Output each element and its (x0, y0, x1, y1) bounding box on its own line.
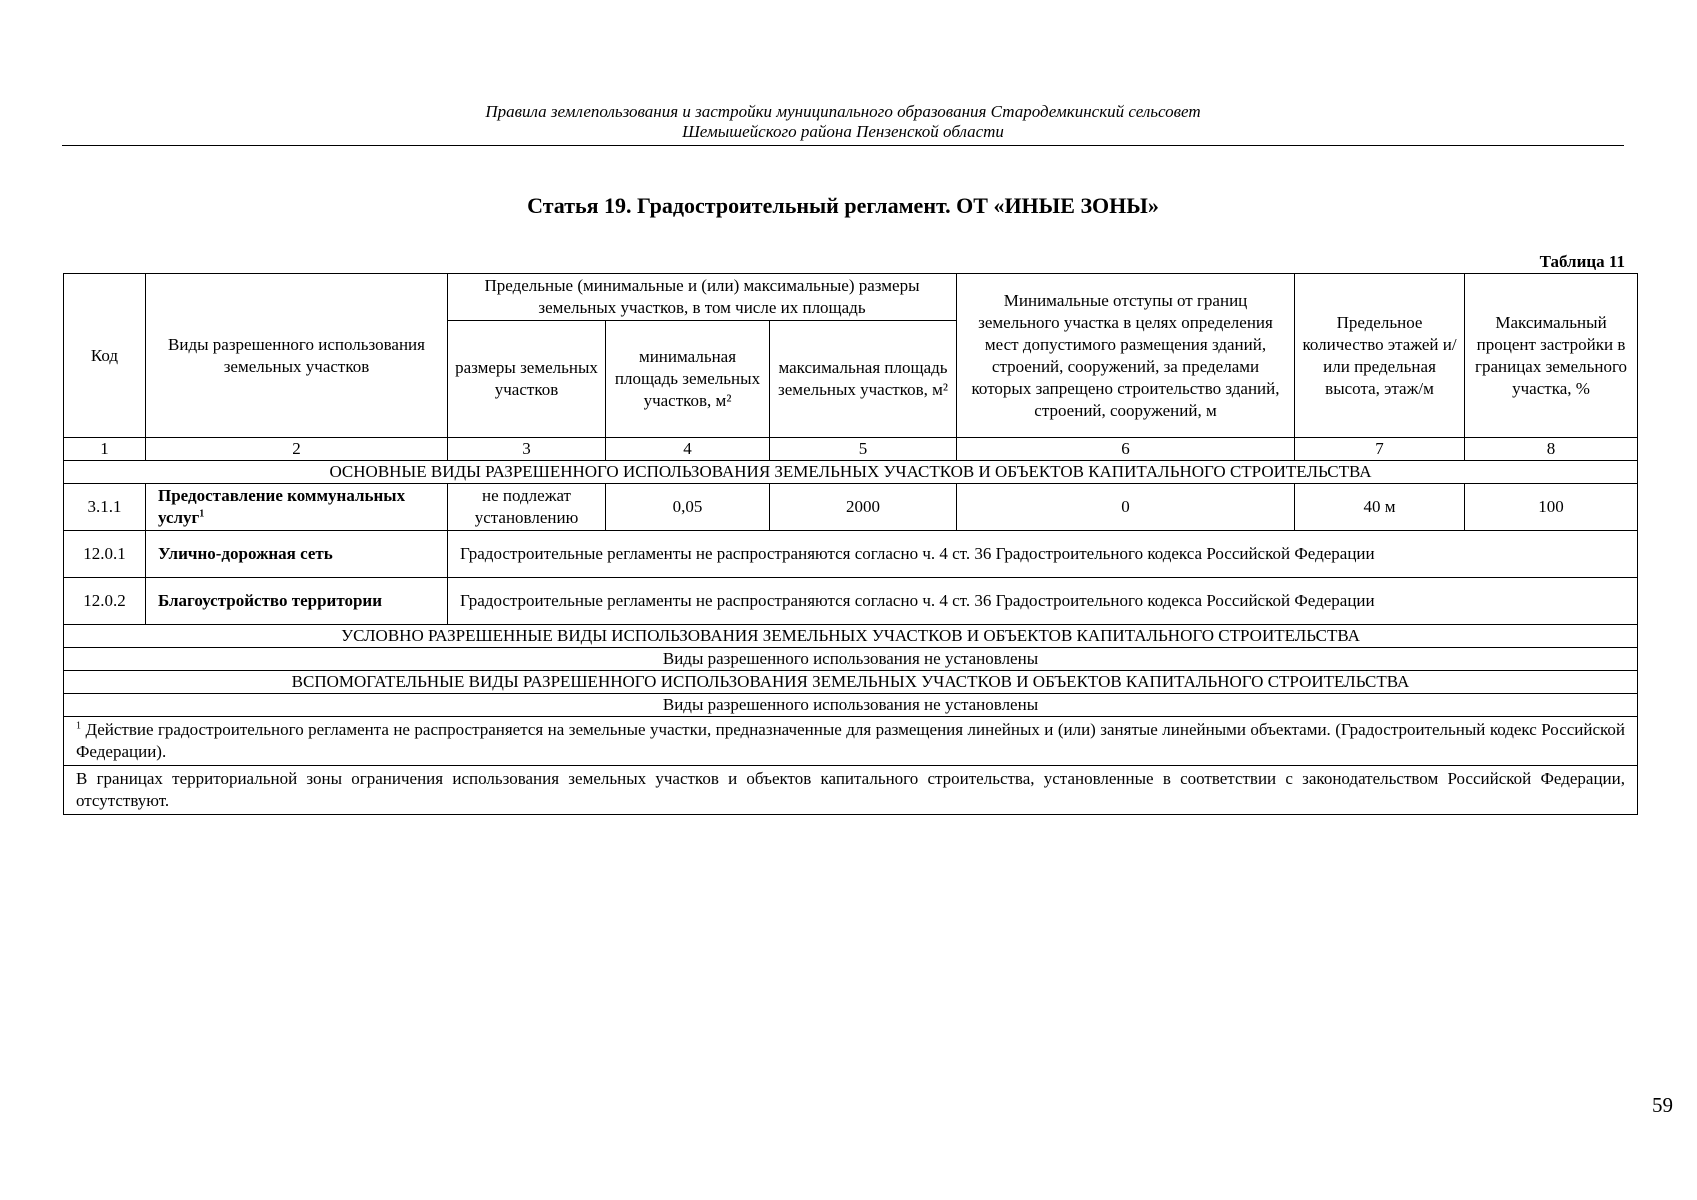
page-number: 59 (1652, 1093, 1673, 1117)
row-sizes: не подлежат установлению (448, 484, 606, 531)
row-coverage: 100 (1465, 484, 1638, 531)
table-row (64, 578, 1638, 625)
section-conditional-text-row (64, 648, 1638, 671)
section-conditional-title: УСЛОВНО РАЗРЕШЕННЫЕ ВИДЫ ИСПОЛЬЗОВАНИЯ ЗЕМЕЛЬНЫХ УЧАСТКОВ И ОБЪЕКТОВ КАПИТАЛЬНОГО СТРОИТЕЛЬСТВА (64, 625, 1638, 648)
table-label: Таблица 11 (1539, 252, 1625, 271)
row-code: 12.0.1 (64, 531, 146, 578)
row-min-area: 0,05 (606, 484, 770, 531)
section-conditional-row (64, 625, 1638, 648)
column-number: 8 (1465, 438, 1638, 461)
section-auxiliary-title: ВСПОМОГАТЕЛЬНЫЕ ВИДЫ РАЗРЕШЕННОГО ИСПОЛЬЗОВАНИЯ ЗЕМЕЛЬНЫХ УЧАСТКОВ И ОБЪЕКТОВ КАПИТАЛЬНОГО СТРОИТЕЛЬСТВА (64, 671, 1638, 694)
header-sizes: размеры земельных участков (448, 321, 606, 438)
table-row (64, 531, 1638, 578)
header-setbacks: Минимальные отступы от границ земельного участка в целях определения мест допустимого размещения зданий, строений, сооружений, за пределами которых запрещено строительство зданий, строений, сооружений, м (957, 274, 1295, 438)
header-min-area: минимальная площадь земельных участков, м² (606, 321, 770, 438)
header-line-2: Шемышейского района Пензенской области (682, 122, 1004, 141)
header-types: Виды разрешенного использования земельных участков (146, 274, 448, 438)
row-code: 3.1.1 (64, 484, 146, 531)
row-name: Благоустройство территории (146, 578, 448, 625)
column-number: 7 (1295, 438, 1465, 461)
header-floors: Предельное количество этажей и/или предельная высота, этаж/м (1295, 274, 1465, 438)
header-coverage: Максимальный процент застройки в границах земельного участка, % (1465, 274, 1638, 438)
row-merged-note: Градостроительные регламенты не распространяются согласно ч. 4 ст. 36 Градостроительного кодекса Российской Федерации (448, 531, 1638, 578)
column-number: 1 (64, 438, 146, 461)
footnote (64, 717, 1638, 766)
row-setbacks: 0 (957, 484, 1295, 531)
row-name (146, 484, 448, 531)
final-note: В границах территориальной зоны ограничения использования земельных участков и объектов капитального строительства, установленные в соответствии с законодательством Российской Федерации, отсутствуют. (64, 766, 1638, 815)
section-auxiliary-text-row (64, 694, 1638, 717)
section-main-title: ОСНОВНЫЕ ВИДЫ РАЗРЕШЕННОГО ИСПОЛЬЗОВАНИЯ ЗЕМЕЛЬНЫХ УЧАСТКОВ И ОБЪЕКТОВ КАПИТАЛЬНОГО СТРОИТЕЛЬСТВА (64, 461, 1638, 484)
regulation-table (63, 273, 1638, 815)
column-number: 2 (146, 438, 448, 461)
table-row (64, 484, 1638, 531)
final-note-row (64, 766, 1638, 815)
column-number: 5 (770, 438, 957, 461)
row-max-area: 2000 (770, 484, 957, 531)
column-number-row (64, 438, 1638, 461)
column-number: 6 (957, 438, 1295, 461)
footnote-row (64, 717, 1638, 766)
footnote-ref: 1 (199, 508, 205, 520)
section-main-row (64, 461, 1638, 484)
section-auxiliary-text: Виды разрешенного использования не установлены (64, 694, 1638, 717)
header-limits-group: Предельные (минимальные и (или) максимальные) размеры земельных участков, в том числе их площадь (448, 274, 957, 321)
row-name: Улично-дорожная сеть (146, 531, 448, 578)
table-header-row (64, 274, 1638, 321)
row-floors: 40 м (1295, 484, 1465, 531)
document-header (62, 102, 1624, 146)
header-max-area: максимальная площадь земельных участков, м² (770, 321, 957, 438)
section-conditional-text: Виды разрешенного использования не установлены (64, 648, 1638, 671)
footnote-marker: 1 (76, 720, 81, 732)
header-code: Код (64, 274, 146, 438)
column-number: 4 (606, 438, 770, 461)
row-code: 12.0.2 (64, 578, 146, 625)
section-auxiliary-row (64, 671, 1638, 694)
row-name-text: Предоставление коммунальных услуг (158, 486, 406, 527)
column-number: 3 (448, 438, 606, 461)
row-merged-note: Градостроительные регламенты не распространяются согласно ч. 4 ст. 36 Градостроительного кодекса Российской Федерации (448, 578, 1638, 625)
header-line-1: Правила землепользования и застройки муниципального образования Стародемкинский сельсовет (485, 102, 1201, 121)
footnote-text: Действие градостроительного регламента не распространяется на земельные участки, предназначенные для размещения линейных и (или) занятые линейными объектами. (Градостроительный кодекс Российской Федерации). (76, 720, 1626, 761)
article-title: Статья 19. Градостроительный регламент. ОТ «ИНЫЕ ЗОНЫ» (527, 193, 1159, 218)
